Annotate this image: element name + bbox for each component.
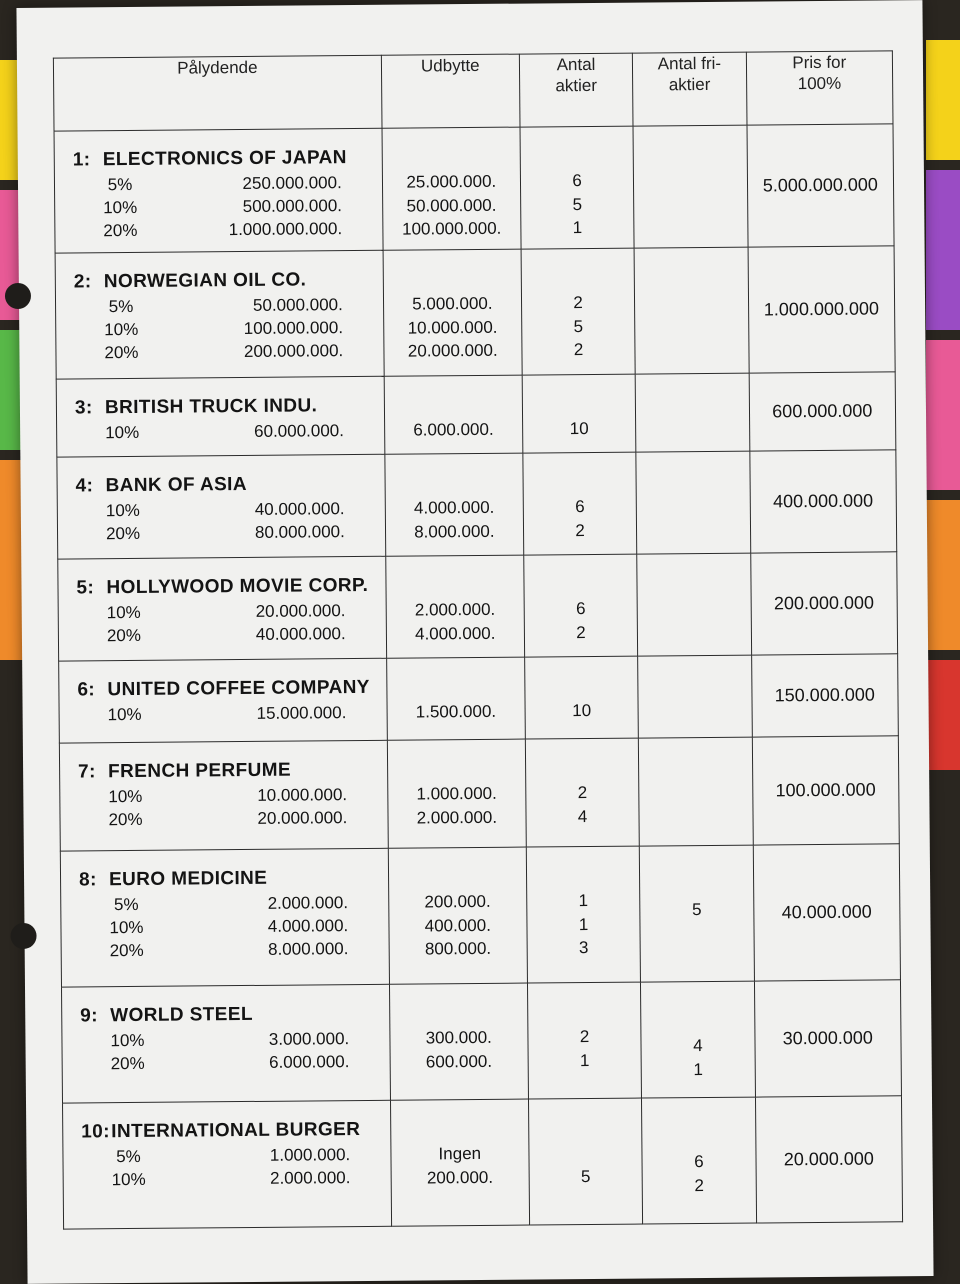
company-name	[62, 985, 389, 1030]
dividend-cell	[385, 453, 524, 556]
face-value-line	[58, 497, 385, 523]
face-value-line	[61, 914, 388, 940]
dividend-cell	[384, 375, 523, 454]
company-name	[60, 741, 387, 786]
company-number: 4:	[75, 475, 94, 497]
header-price-label: Pris for 100%	[792, 52, 847, 94]
dividend-value: 1.000.000.	[416, 783, 497, 804]
header-row	[53, 51, 893, 131]
price-cell	[752, 736, 899, 845]
price-for-100-percent: 400.000.000	[772, 490, 874, 512]
company-name-text: BANK OF ASIA	[105, 473, 248, 497]
share-count-value: 6	[572, 171, 582, 191]
free-share-list	[637, 452, 750, 505]
share-percentage: 10%	[106, 602, 141, 623]
face-value-line	[60, 701, 387, 727]
face-value-line	[55, 217, 382, 243]
free-share-count-cell	[634, 247, 748, 374]
face-value-amount: 4.000.000.	[267, 916, 349, 936]
company-row	[57, 450, 897, 559]
share-count-list	[520, 127, 633, 240]
price-for-100-percent: 150.000.000	[774, 684, 875, 706]
company-row	[60, 844, 900, 987]
face-value-line	[55, 194, 382, 220]
company-row	[54, 124, 894, 253]
dividend-value: 8.000.000.	[414, 521, 495, 542]
face-value-amount: 50.000.000.	[252, 295, 343, 315]
header-share-count-label: Antal aktier	[555, 54, 598, 96]
price-cell	[749, 372, 896, 451]
dividend-list	[384, 376, 522, 443]
price-for-100-percent: 20.000.000	[783, 1148, 874, 1170]
free-share-count-cell	[640, 845, 755, 982]
company-name-text: ELECTRONICS OF JAPAN	[102, 147, 347, 171]
price-for-100-percent: 100.000.000	[775, 779, 876, 801]
share-count-value: 5	[572, 194, 583, 214]
share-percentage: 10%	[105, 500, 140, 521]
price-cell	[754, 980, 901, 1097]
share-percentage: 10%	[108, 786, 143, 807]
board-purple-strip-right	[926, 170, 960, 330]
company-row	[59, 736, 899, 851]
company-number: 7:	[78, 761, 96, 783]
face-value-cell	[54, 128, 383, 253]
dividend-cell	[382, 127, 521, 250]
share-count-value: 2	[573, 340, 584, 360]
dividend-value: 100.000.000.	[401, 218, 502, 239]
dividend-value: 50.000.000.	[406, 195, 497, 216]
share-percentage: 10%	[103, 197, 138, 218]
dividend-list	[391, 1100, 529, 1190]
free-share-list	[639, 738, 752, 791]
company-name	[59, 659, 386, 704]
company-number: 9:	[80, 1005, 99, 1027]
face-value-line	[56, 339, 383, 365]
company-number: 5:	[76, 577, 95, 599]
share-count-list	[525, 657, 638, 723]
face-value-line	[56, 316, 383, 342]
share-count-value: 1	[578, 914, 589, 934]
share-count-value: 6	[575, 599, 586, 619]
dividend-cell	[389, 983, 528, 1100]
company-name-text: BRITISH TRUCK INDU.	[104, 395, 318, 419]
face-value-amount: 8.000.000.	[267, 939, 349, 959]
dividend-value: 6.000.000.	[413, 419, 494, 440]
share-percentage: 10%	[104, 319, 139, 340]
price-cell	[749, 450, 896, 553]
share-count-cell	[525, 656, 639, 739]
company-row	[63, 1096, 903, 1229]
header-free-share-count	[633, 52, 747, 126]
face-value-cell	[60, 848, 389, 987]
dividend-cell	[383, 249, 522, 376]
share-percentage: 5%	[113, 894, 139, 915]
price-cell	[747, 124, 894, 247]
face-value-line	[61, 891, 388, 917]
share-percentage: 5%	[107, 174, 133, 195]
share-count-value: 2	[573, 293, 583, 313]
free-share-value: 6	[694, 1152, 704, 1172]
share-count-list	[523, 375, 636, 441]
dividend-value: 1.500.000.	[415, 701, 497, 722]
price-cell	[748, 246, 895, 373]
face-value-amount: 500.000.000.	[242, 196, 343, 217]
dividend-cell	[390, 1099, 529, 1226]
share-count-value: 10	[572, 700, 592, 721]
share-percentage: 20%	[108, 809, 143, 830]
price-cell	[751, 654, 898, 737]
company-name	[57, 455, 384, 500]
price-for-100-percent: 5.000.000.000	[762, 174, 878, 196]
share-count-value: 2	[579, 1027, 590, 1047]
free-share-list	[635, 248, 748, 301]
company-name-text: INTERNATIONAL BURGER	[111, 1119, 361, 1143]
free-share-list	[638, 656, 751, 709]
company-name	[63, 1101, 390, 1146]
price-for-100-percent: 40.000.000	[781, 901, 872, 923]
dividend-value: 400.000.	[424, 915, 491, 935]
header-dividend: Udbytte	[381, 54, 520, 128]
face-value-amount: 2.000.000.	[267, 893, 349, 913]
price-for-100-percent: 200.000.000	[773, 592, 875, 614]
company-number: 2:	[73, 271, 92, 293]
free-share-list	[641, 982, 754, 1082]
dividend-value: 20.000.000.	[407, 340, 498, 361]
company-name-text: WORLD STEEL	[110, 1003, 254, 1027]
share-count-value: 6	[575, 497, 585, 517]
free-share-count-cell	[637, 553, 751, 656]
face-value-amount: 15.000.000.	[256, 703, 347, 723]
share-count-cell	[526, 846, 641, 983]
face-value-amount: 3.000.000.	[268, 1029, 350, 1049]
free-share-list	[642, 1098, 755, 1198]
company-name	[58, 557, 385, 602]
share-count-list	[528, 983, 641, 1073]
dividend-value: 800.000.	[424, 938, 492, 959]
free-share-value: 4	[693, 1036, 703, 1056]
dividend-value: 300.000.	[425, 1027, 492, 1048]
free-share-value: 5	[691, 900, 702, 920]
face-value-amount: 200.000.000.	[243, 341, 344, 362]
board-red-strip-right	[926, 660, 960, 770]
company-number: 1:	[72, 149, 91, 171]
price-cell	[750, 552, 897, 655]
face-value-line	[58, 520, 385, 546]
share-percentage: 10%	[110, 1030, 145, 1051]
face-value-amount: 20.000.000.	[257, 808, 348, 828]
share-percentage: 20%	[106, 625, 142, 646]
share-count-value: 5	[573, 316, 584, 336]
company-number: 6:	[77, 679, 96, 701]
board-yellow-strip-right	[926, 40, 960, 160]
price-cell	[753, 844, 901, 981]
share-count-cell	[521, 248, 635, 375]
share-count-value: 1	[578, 891, 589, 911]
free-share-count-cell	[639, 737, 753, 846]
share-count-value: 3	[578, 938, 589, 958]
share-count-list	[523, 453, 636, 543]
dividend-cell	[388, 847, 527, 984]
face-value-cell	[58, 556, 387, 661]
share-count-cell	[528, 1098, 642, 1225]
face-value-cell	[57, 454, 386, 559]
price-cell	[755, 1096, 902, 1223]
free-share-list	[637, 554, 750, 607]
face-value-line	[55, 171, 382, 197]
price-for-100-percent: 30.000.000	[782, 1027, 873, 1049]
dividend-value: Ingen	[438, 1143, 482, 1164]
share-percentage: 10%	[105, 422, 140, 443]
face-value-amount: 40.000.000.	[254, 499, 345, 519]
company-row	[56, 372, 896, 457]
share-count-cell	[525, 738, 639, 847]
dividend-value: 2.000.000.	[416, 807, 498, 828]
board-pink-strip-right	[926, 340, 960, 490]
share-count-value: 2	[575, 520, 585, 540]
face-value-line	[63, 1050, 390, 1076]
face-value-line	[59, 622, 386, 648]
company-name	[61, 849, 388, 894]
board-orange-strip-right	[926, 500, 960, 650]
share-percentage: 5%	[108, 296, 134, 317]
dividend-list	[388, 740, 526, 830]
share-count-list	[527, 847, 640, 960]
share-count-list	[521, 249, 634, 362]
dividend-value: 200.000.	[424, 891, 491, 912]
dividend-value: 5.000.000.	[412, 293, 493, 314]
face-value-cell	[55, 250, 384, 379]
share-percentage: 10%	[109, 917, 144, 938]
face-value-amount: 10.000.000.	[257, 785, 348, 805]
dividend-value: 10.000.000.	[407, 317, 498, 338]
share-percentage: 10%	[107, 704, 142, 725]
free-share-count-cell	[635, 373, 749, 452]
header-free-share-count-label: Antal fri-aktier	[657, 53, 722, 95]
dividend-value: 200.000.	[426, 1167, 494, 1187]
dividend-value: 4.000.000.	[413, 497, 495, 518]
share-count-cell	[522, 374, 636, 453]
face-value-cell	[56, 376, 384, 457]
face-value-line	[63, 1143, 390, 1169]
price-for-100-percent: 1.000.000.000	[763, 298, 880, 320]
share-count-cell	[523, 452, 637, 555]
share-price-sheet	[16, 0, 933, 1284]
share-count-value: 4	[577, 806, 588, 826]
company-name	[57, 377, 384, 422]
company-name-text: UNITED COFFEE COMPANY	[107, 676, 370, 701]
dividend-value: 4.000.000.	[414, 623, 496, 644]
dividend-list	[382, 128, 520, 242]
share-percentage: 20%	[109, 940, 144, 961]
punch-hole-left-top	[5, 283, 31, 309]
company-number: 3:	[74, 397, 93, 419]
dividend-list	[389, 848, 527, 962]
face-value-amount: 80.000.000.	[254, 522, 345, 542]
punch-hole-left-bottom	[10, 923, 36, 949]
share-count-value: 2	[576, 622, 586, 642]
share-count-value: 2	[577, 783, 588, 803]
face-value-amount: 1.000.000.	[269, 1145, 351, 1165]
face-value-line	[60, 783, 387, 809]
face-value-cell	[59, 658, 387, 743]
free-share-count-cell	[638, 655, 752, 738]
share-count-value: 1	[572, 218, 583, 238]
face-value-line	[62, 1027, 389, 1053]
face-value-cell	[61, 984, 390, 1103]
face-value-line	[56, 293, 383, 319]
share-count-cell	[527, 982, 641, 1099]
face-value-amount: 40.000.000.	[255, 624, 346, 644]
free-share-list	[640, 846, 753, 922]
share-count-list	[524, 555, 637, 645]
dividend-list	[386, 556, 524, 646]
face-value-line	[60, 806, 387, 832]
share-count-list	[526, 739, 639, 829]
share-count-value: 10	[569, 419, 589, 439]
free-share-count-cell	[642, 1097, 756, 1224]
dividend-list	[390, 984, 528, 1074]
free-share-value: 2	[694, 1175, 705, 1195]
face-value-line	[64, 1166, 391, 1192]
company-name-text: NORWEGIAN OIL CO.	[103, 269, 307, 293]
header-face-value: Pålydende	[53, 55, 381, 131]
price-for-100-percent: 600.000.000	[772, 400, 873, 422]
share-count-value: 1	[579, 1050, 590, 1070]
share-percentage: 5%	[116, 1146, 141, 1167]
company-row	[58, 552, 898, 661]
share-percentage: 20%	[110, 1053, 145, 1074]
dividend-list	[383, 250, 521, 364]
header-share-count	[519, 53, 633, 127]
share-percentage: 20%	[103, 220, 138, 241]
header-price	[746, 51, 893, 125]
dividend-value: 2.000.000.	[414, 599, 496, 620]
dividend-cell	[386, 555, 525, 658]
share-count-value	[529, 1141, 642, 1165]
share-count-list	[529, 1099, 642, 1189]
share-percentage: 20%	[105, 523, 141, 544]
dividend-cell	[386, 657, 525, 740]
free-share-list	[634, 126, 747, 179]
face-value-amount: 60.000.000.	[254, 421, 344, 441]
share-percentage: 20%	[104, 342, 139, 363]
dividend-value: 600.000.	[425, 1051, 493, 1071]
face-value-amount: 250.000.000.	[242, 173, 342, 194]
face-value-amount: 100.000.000.	[243, 318, 344, 339]
dividend-list	[385, 454, 523, 544]
company-row	[55, 246, 895, 379]
face-value-line	[59, 599, 386, 625]
share-count-cell	[524, 554, 638, 657]
company-name	[55, 129, 382, 174]
shares-table	[53, 50, 903, 1229]
share-count-cell	[520, 126, 634, 249]
dividend-cell	[387, 739, 526, 848]
free-share-value: 1	[693, 1059, 703, 1079]
company-name-text: FRENCH PERFUME	[108, 759, 292, 783]
face-value-amount: 6.000.000.	[268, 1052, 350, 1072]
company-name	[56, 251, 383, 296]
company-number: 8:	[78, 869, 97, 891]
face-value-amount: 20.000.000.	[255, 601, 346, 621]
face-value-cell	[59, 740, 388, 851]
face-value-amount: 2.000.000.	[269, 1168, 351, 1188]
free-share-list	[636, 374, 749, 427]
face-value-line	[57, 419, 384, 445]
face-value-line	[62, 937, 389, 963]
free-share-count-cell	[641, 981, 755, 1098]
company-number: 10:	[81, 1121, 111, 1143]
share-count-value: 5	[580, 1166, 591, 1186]
company-name-text: HOLLYWOOD MOVIE CORP.	[106, 574, 369, 599]
company-row	[61, 980, 901, 1103]
share-percentage: 10%	[111, 1169, 146, 1190]
free-share-count-cell	[636, 451, 750, 554]
company-row	[59, 654, 899, 743]
free-share-count-cell	[633, 125, 747, 248]
company-name-text: EURO MEDICINE	[108, 867, 268, 891]
face-value-cell	[63, 1100, 392, 1229]
dividend-value: 25.000.000.	[406, 171, 497, 192]
face-value-amount: 1.000.000.000.	[228, 219, 343, 240]
dividend-list	[387, 658, 525, 725]
